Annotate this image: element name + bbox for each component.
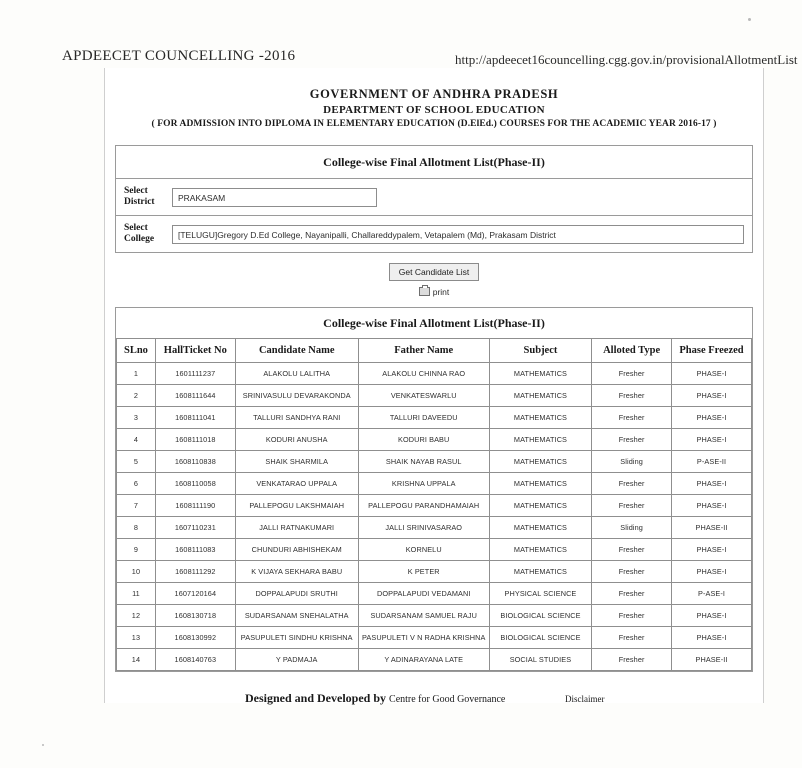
cell-alloted-type: Fresher bbox=[592, 583, 672, 605]
table-row bbox=[117, 495, 752, 517]
cell-hallticket-no: 1607120164 bbox=[155, 583, 235, 605]
cell-slno: 14 bbox=[117, 649, 156, 671]
cell-father-name: VENKATESWARLU bbox=[358, 385, 489, 407]
cell-slno: 6 bbox=[117, 473, 156, 495]
printer-icon bbox=[419, 287, 430, 296]
cell-phase-freezed: PHASE-I bbox=[672, 561, 752, 583]
cell-phase-freezed: PHASE-I bbox=[672, 539, 752, 561]
cell-candidate-name: CHUNDURI ABHISHEKAM bbox=[235, 539, 358, 561]
cell-slno: 2 bbox=[117, 385, 156, 407]
scan-header-title: APDEECET COUNCELLING -2016 bbox=[62, 48, 296, 64]
table-row bbox=[117, 385, 752, 407]
cell-father-name: KRISHNA UPPALA bbox=[358, 473, 489, 495]
cell-father-name: K PETER bbox=[358, 561, 489, 583]
cell-hallticket-no: 1608111083 bbox=[155, 539, 235, 561]
cell-phase-freezed: PHASE-I bbox=[672, 363, 752, 385]
cell-slno: 5 bbox=[117, 451, 156, 473]
cell-phase-freezed: PHASE-I bbox=[672, 495, 752, 517]
table-row bbox=[117, 649, 752, 671]
table-row bbox=[117, 561, 752, 583]
cell-subject: MATHEMATICS bbox=[489, 473, 591, 495]
table-row bbox=[117, 583, 752, 605]
cell-hallticket-no: 1608110838 bbox=[155, 451, 235, 473]
cell-slno: 11 bbox=[117, 583, 156, 605]
cell-hallticket-no: 1608111041 bbox=[155, 407, 235, 429]
cell-slno: 7 bbox=[117, 495, 156, 517]
cell-subject: MATHEMATICS bbox=[489, 495, 591, 517]
cell-alloted-type: Fresher bbox=[592, 473, 672, 495]
cell-father-name: Y ADINARAYANA LATE bbox=[358, 649, 489, 671]
cell-alloted-type: Fresher bbox=[592, 363, 672, 385]
column-header-2: Candidate Name bbox=[235, 339, 358, 363]
cell-subject: MATHEMATICS bbox=[489, 539, 591, 561]
column-header-6: Phase Freezed bbox=[672, 339, 752, 363]
cell-hallticket-no: 1608111292 bbox=[155, 561, 235, 583]
cell-phase-freezed: PHASE-I bbox=[672, 407, 752, 429]
document-footer bbox=[105, 686, 763, 717]
cell-father-name: KORNELU bbox=[358, 539, 489, 561]
selection-panel bbox=[115, 145, 753, 253]
cell-father-name: PASUPULETI V N RADHA KRISHNA bbox=[358, 627, 489, 649]
college-field-wrap bbox=[172, 220, 752, 249]
cell-subject: MATHEMATICS bbox=[489, 363, 591, 385]
cell-alloted-type: Fresher bbox=[592, 429, 672, 451]
cell-hallticket-no: 1601111237 bbox=[155, 363, 235, 385]
cell-candidate-name: PALLEPOGU LAKSHMAIAH bbox=[235, 495, 358, 517]
cell-alloted-type: Sliding bbox=[592, 517, 672, 539]
cell-father-name: SUDARSANAM SAMUEL RAJU bbox=[358, 605, 489, 627]
district-input[interactable]: PRAKASAM bbox=[172, 188, 377, 207]
cell-subject: MATHEMATICS bbox=[489, 429, 591, 451]
results-title: College-wise Final Allotment List(Phase-II) bbox=[323, 316, 545, 330]
select-college-label: Select College bbox=[124, 223, 155, 244]
cell-father-name: ALAKOLU CHINNA RAO bbox=[358, 363, 489, 385]
table-row bbox=[117, 627, 752, 649]
cell-hallticket-no: 1607110231 bbox=[155, 517, 235, 539]
print-label: print bbox=[432, 287, 450, 297]
cell-alloted-type: Fresher bbox=[592, 495, 672, 517]
cell-phase-freezed: PHASE-I bbox=[672, 627, 752, 649]
cell-subject: BIOLOGICAL SCIENCE bbox=[489, 627, 591, 649]
developer-org: Centre for Good Governance bbox=[389, 694, 506, 705]
designed-by-label: Designed and Developed by bbox=[245, 691, 387, 705]
cell-phase-freezed: P-ASE-I bbox=[672, 583, 752, 605]
district-row bbox=[116, 179, 752, 216]
cell-phase-freezed: PHASE-II bbox=[672, 517, 752, 539]
table-row bbox=[117, 517, 752, 539]
cell-subject: SOCIAL STUDIES bbox=[489, 649, 591, 671]
cell-father-name: SHAIK NAYAB RASUL bbox=[358, 451, 489, 473]
print-link[interactable] bbox=[105, 287, 763, 297]
cell-father-name: PALLEPOGU PARANDHAMAIAH bbox=[358, 495, 489, 517]
table-row bbox=[117, 473, 752, 495]
cell-phase-freezed: PHASE-I bbox=[672, 385, 752, 407]
cell-candidate-name: JALLI RATNAKUMARI bbox=[235, 517, 358, 539]
column-header-5: Alloted Type bbox=[592, 339, 672, 363]
cell-alloted-type: Fresher bbox=[592, 385, 672, 407]
column-header-4: Subject bbox=[489, 339, 591, 363]
get-candidate-list-button[interactable]: Get Candidate List bbox=[389, 263, 479, 281]
cell-alloted-type: Fresher bbox=[592, 407, 672, 429]
cell-candidate-name: ALAKOLU LALITHA bbox=[235, 363, 358, 385]
cell-slno: 12 bbox=[117, 605, 156, 627]
cell-candidate-name: Y PADMAJA bbox=[235, 649, 358, 671]
browser-url-text: http://apdeecet16councelling.cgg.gov.in/provisionalAllotmentList bbox=[455, 52, 798, 67]
table-row bbox=[117, 363, 752, 385]
cell-hallticket-no: 1608130992 bbox=[155, 627, 235, 649]
cell-alloted-type: Fresher bbox=[592, 649, 672, 671]
column-header-3: Father Name bbox=[358, 339, 489, 363]
column-header-1: HallTicket No bbox=[155, 339, 235, 363]
cell-slno: 4 bbox=[117, 429, 156, 451]
scan-header bbox=[0, 22, 802, 67]
cell-alloted-type: Fresher bbox=[592, 627, 672, 649]
cell-phase-freezed: PHASE-I bbox=[672, 429, 752, 451]
allotment-table bbox=[116, 338, 752, 671]
cell-slno: 8 bbox=[117, 517, 156, 539]
district-field-wrap bbox=[172, 183, 752, 212]
cell-slno: 9 bbox=[117, 539, 156, 561]
cell-hallticket-no: 1608111190 bbox=[155, 495, 235, 517]
table-row bbox=[117, 429, 752, 451]
cell-alloted-type: Fresher bbox=[592, 561, 672, 583]
cell-alloted-type: Sliding bbox=[592, 451, 672, 473]
table-row bbox=[117, 451, 752, 473]
cell-candidate-name: KODURI ANUSHA bbox=[235, 429, 358, 451]
cell-candidate-name: PASUPULETI SINDHU KRISHNA bbox=[235, 627, 358, 649]
table-row bbox=[117, 605, 752, 627]
document-body bbox=[104, 68, 764, 703]
table-row bbox=[117, 539, 752, 561]
designed-by-text bbox=[245, 691, 505, 706]
cell-slno: 1 bbox=[117, 363, 156, 385]
cell-candidate-name: K VIJAYA SEKHARA BABU bbox=[235, 561, 358, 583]
cell-alloted-type: Fresher bbox=[592, 539, 672, 561]
cell-candidate-name: SRINIVASULU DEVARAKONDA bbox=[235, 385, 358, 407]
cell-candidate-name: VENKATARAO UPPALA bbox=[235, 473, 358, 495]
cell-father-name: KODURI BABU bbox=[358, 429, 489, 451]
cell-candidate-name: SUDARSANAM SNEHALATHA bbox=[235, 605, 358, 627]
cell-hallticket-no: 1608110058 bbox=[155, 473, 235, 495]
cell-hallticket-no: 1608140763 bbox=[155, 649, 235, 671]
cell-father-name: DOPPALAPUDI VEDAMANI bbox=[358, 583, 489, 605]
selection-panel-title: College-wise Final Allotment List(Phase-II) bbox=[116, 146, 752, 179]
college-input[interactable]: [TELUGU]Gregory D.Ed College, Nayanipalli, Challareddypalem, Vetapalem (Md), Prakasam District bbox=[172, 225, 744, 244]
cell-candidate-name: DOPPALAPUDI SRUTHI bbox=[235, 583, 358, 605]
cell-father-name: JALLI SRINIVASARAO bbox=[358, 517, 489, 539]
cell-hallticket-no: 1608111018 bbox=[155, 429, 235, 451]
cell-subject: BIOLOGICAL SCIENCE bbox=[489, 605, 591, 627]
cell-alloted-type: Fresher bbox=[592, 605, 672, 627]
government-heading bbox=[105, 68, 763, 129]
cell-hallticket-no: 1608130718 bbox=[155, 605, 235, 627]
cell-subject: MATHEMATICS bbox=[489, 385, 591, 407]
cell-subject: MATHEMATICS bbox=[489, 407, 591, 429]
table-row bbox=[117, 407, 752, 429]
cell-hallticket-no: 1608111644 bbox=[155, 385, 235, 407]
get-candidate-list-wrap bbox=[105, 262, 763, 281]
cell-phase-freezed: P-ASE-II bbox=[672, 451, 752, 473]
cell-candidate-name: SHAIK SHARMILA bbox=[235, 451, 358, 473]
gov-title-line-1: GOVERNMENT OF ANDHRA PRADESH bbox=[309, 87, 559, 101]
cell-slno: 3 bbox=[117, 407, 156, 429]
cell-candidate-name: TALLURI SANDHYA RANI bbox=[235, 407, 358, 429]
cell-phase-freezed: PHASE-I bbox=[672, 605, 752, 627]
disclaimer-link[interactable]: Disclaimer bbox=[565, 694, 605, 704]
results-panel bbox=[115, 307, 753, 672]
gov-title-line-3: ( FOR ADMISSION INTO DIPLOMA IN ELEMENTARY EDUCATION (D.ElEd.) COURSES FOR THE ACADEMIC YEAR 2016-17 ) bbox=[151, 119, 717, 129]
cell-slno: 10 bbox=[117, 561, 156, 583]
scan-speck bbox=[748, 18, 751, 21]
cell-phase-freezed: PHASE-II bbox=[672, 649, 752, 671]
cell-phase-freezed: PHASE-I bbox=[672, 473, 752, 495]
gov-title-line-2: DEPARTMENT OF SCHOOL EDUCATION bbox=[323, 104, 545, 116]
cell-subject: PHYSICAL SCIENCE bbox=[489, 583, 591, 605]
table-header-row bbox=[117, 339, 752, 363]
cell-subject: MATHEMATICS bbox=[489, 561, 591, 583]
cell-slno: 13 bbox=[117, 627, 156, 649]
cell-father-name: TALLURI DAVEEDU bbox=[358, 407, 489, 429]
cell-subject: MATHEMATICS bbox=[489, 517, 591, 539]
scan-speck bbox=[42, 744, 44, 746]
college-row bbox=[116, 216, 752, 252]
select-district-label: Select District bbox=[124, 186, 155, 207]
cell-subject: MATHEMATICS bbox=[489, 451, 591, 473]
column-header-0: SLno bbox=[117, 339, 156, 363]
table-body bbox=[117, 363, 752, 671]
